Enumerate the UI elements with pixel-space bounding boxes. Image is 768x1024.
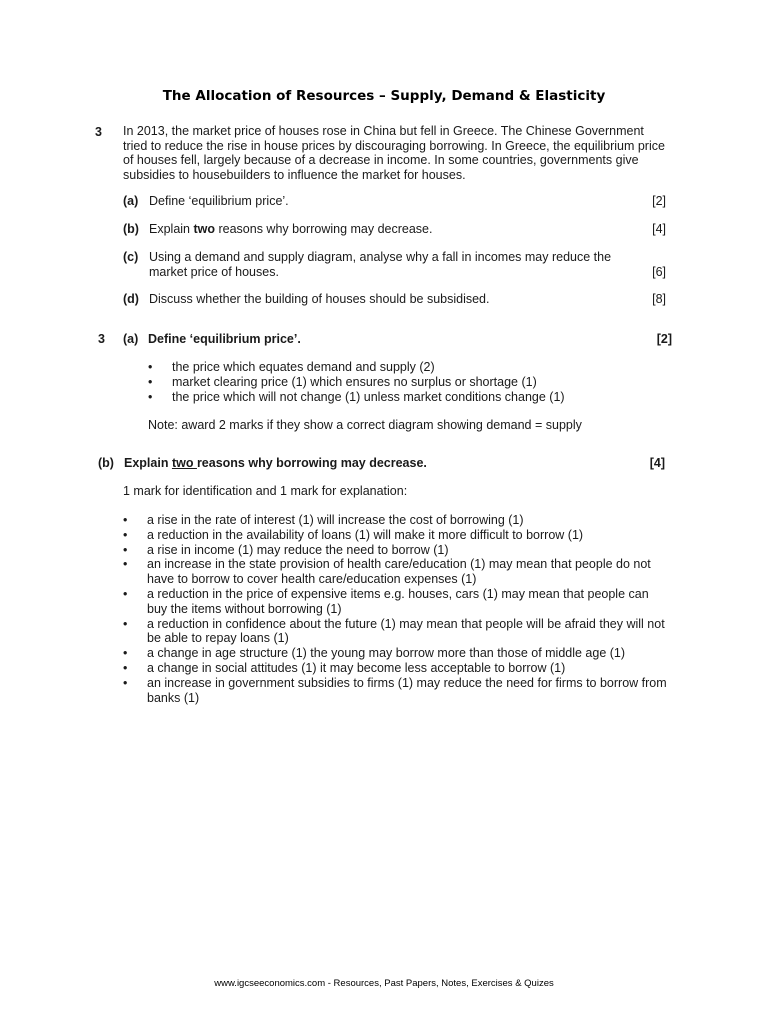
list-item: • an increase in government subsidies to firms (1) may reduce the need for firms to borrow from banks (1) bbox=[123, 676, 668, 706]
answer-number: 3 bbox=[98, 332, 105, 346]
answer-heading-text: Define ‘equilibrium price’. bbox=[148, 332, 301, 346]
question-intro: In 2013, the market price of houses rose in China but fell in Greece. The Chinese Government tried to reduce the rise in house prices by discouraging borrowing. In Greece, the equilibrium price of houses fell, largely because of a decrease in income. In some countries, governments give subsidies to housebuilders to influence the market for houses. bbox=[123, 124, 665, 182]
list-item: • a reduction in confidence about the future (1) may mean that people will be afraid they will not be able to repay loans (1) bbox=[123, 617, 668, 647]
list-item: • an increase in the state provision of health care/education (1) may mean that people do not have to borrow to cover health care/education expenses (1) bbox=[123, 557, 668, 587]
list-item: • a reduction in the availability of loans (1) will make it more difficult to borrow (1) bbox=[123, 528, 668, 543]
answer-b-intro: 1 mark for identification and 1 mark for explanation: bbox=[123, 484, 408, 498]
question-part-c bbox=[123, 250, 666, 279]
list-item: • a change in age structure (1) the young may borrow more than those of middle age (1) bbox=[123, 646, 668, 661]
part-letter: (a) bbox=[123, 194, 139, 208]
part-text: Define ‘equilibrium price’. bbox=[149, 194, 289, 208]
answer-letter: (a) bbox=[123, 332, 139, 346]
answer-marks: [2] bbox=[656, 332, 672, 346]
part-text: Using a demand and supply diagram, analyse why a fall in incomes may reduce the market price of houses. bbox=[149, 250, 612, 279]
answer-a-bullets bbox=[148, 360, 668, 404]
page-title: The Allocation of Resources – Supply, Demand & Elasticity bbox=[162, 88, 606, 104]
answer-b-heading bbox=[98, 456, 665, 470]
answer-a-heading bbox=[98, 332, 672, 346]
answer-b-bullets bbox=[123, 513, 668, 705]
list-item: • a reduction in the price of expensive items e.g. houses, cars (1) may mean that people can buy the items without borrowing (1) bbox=[123, 587, 668, 617]
answer-letter: (b) bbox=[98, 456, 114, 470]
list-item: • a rise in income (1) may reduce the need to borrow (1) bbox=[123, 543, 668, 558]
part-letter: (b) bbox=[123, 222, 139, 236]
part-marks: [4] bbox=[652, 222, 666, 236]
underlined-two: two bbox=[171, 456, 197, 470]
list-item: • the price which equates demand and supply (2) bbox=[148, 360, 668, 375]
question-part-b bbox=[123, 222, 666, 237]
list-item: • market clearing price (1) which ensures no surplus or shortage (1) bbox=[148, 375, 668, 390]
answer-marks: [4] bbox=[649, 456, 665, 470]
emphasis-two: two bbox=[193, 222, 216, 236]
question-number: 3 bbox=[95, 125, 102, 139]
part-marks: [2] bbox=[652, 194, 666, 208]
list-item: • a rise in the rate of interest (1) will increase the cost of borrowing (1) bbox=[123, 513, 668, 528]
list-item: • a change in social attitudes (1) it may become less acceptable to borrow (1) bbox=[123, 661, 668, 676]
part-letter: (c) bbox=[123, 250, 139, 264]
question-part-a bbox=[123, 194, 666, 209]
part-marks: [8] bbox=[652, 292, 666, 306]
part-marks: [6] bbox=[652, 264, 666, 279]
part-text: Explain two reasons why borrowing may decrease. bbox=[149, 222, 433, 236]
footer: www.igcseeconomics.com - Resources, Past Papers, Notes, Exercises & Quizes bbox=[214, 978, 554, 989]
list-item: • the price which will not change (1) unless market conditions change (1) bbox=[148, 390, 668, 405]
answer-a-note: Note: award 2 marks if they show a correct diagram showing demand = supply bbox=[148, 418, 582, 432]
part-letter: (d) bbox=[123, 292, 139, 306]
question-part-d bbox=[123, 292, 666, 307]
part-text: Discuss whether the building of houses should be subsidised. bbox=[149, 292, 490, 306]
answer-heading-text: Explain two reasons why borrowing may decrease. bbox=[124, 456, 427, 470]
